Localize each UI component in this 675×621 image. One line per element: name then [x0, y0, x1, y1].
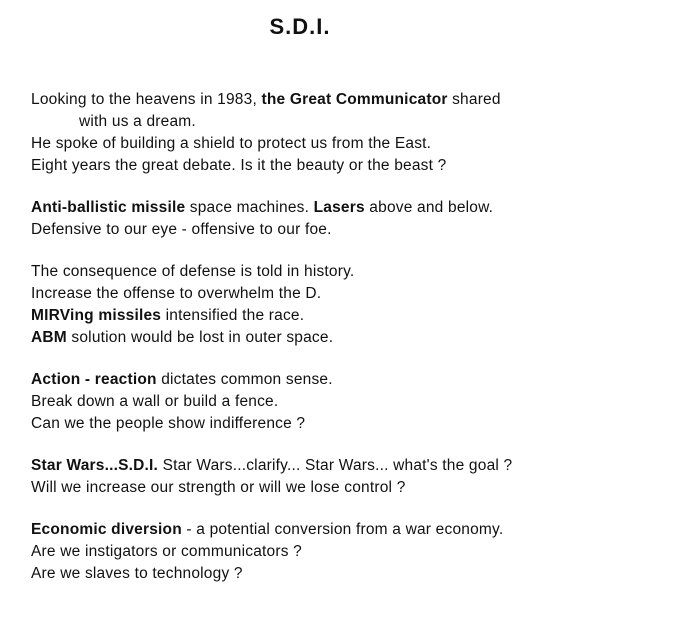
stanza-1-line-2: with us a dream. [79, 113, 196, 130]
line-text: Star Wars...clarify... Star Wars... what's the goal ? [158, 457, 513, 474]
line-text: solution would be lost in outer space. [66, 329, 334, 346]
bold-phrase: Economic diversion [31, 521, 182, 538]
stanza-4-line-1 [31, 369, 651, 391]
line-text: space machines. [185, 199, 314, 216]
stanza-5-line-2: Will we increase our strength or will we lose control ? [31, 479, 406, 496]
stanza-2 [31, 197, 651, 241]
stanza-4-line-3: Can we the people show indifference ? [31, 415, 306, 432]
bold-phrase: the Great Communicator [261, 91, 448, 108]
poem-title: S.D.I. [269, 14, 331, 39]
stanza-6-line-1 [31, 519, 651, 541]
line-text: dictates common sense. [156, 371, 333, 388]
bold-phrase: Anti-ballistic missile [31, 199, 186, 216]
stanza-6 [31, 519, 651, 585]
line-text: Looking to the heavens in 1983, [31, 91, 262, 108]
stanza-3-line-2: Increase the offense to overwhelm the D. [31, 285, 322, 302]
bold-phrase: Action - reaction [31, 371, 157, 388]
stanza-1-line-4: Eight years the great debate. Is it the beauty or the beast ? [31, 157, 447, 174]
stanza-6-line-3: Are we slaves to technology ? [31, 565, 243, 582]
line-text: shared [447, 91, 501, 108]
stanza-3-line-1: The consequence of defense is told in history. [31, 263, 355, 280]
stanza-1-line-3: He spoke of building a shield to protect us from the East. [31, 135, 432, 152]
stanza-5 [31, 455, 651, 499]
stanza-2-line-1 [31, 197, 651, 219]
line-text: intensified the race. [161, 307, 305, 324]
stanza-1-line-1 [31, 89, 651, 111]
bold-phrase: ABM [31, 329, 67, 346]
stanza-4-line-2: Break down a wall or build a fence. [31, 393, 279, 410]
stanza-3-line-3 [31, 305, 651, 327]
stanza-2-line-2: Defensive to our eye - offensive to our foe. [31, 221, 332, 238]
stanza-4 [31, 369, 651, 435]
stanza-1 [31, 89, 651, 177]
bold-phrase: Star Wars...S.D.I. [31, 457, 159, 474]
line-text: - a potential conversion from a war economy. [181, 521, 504, 538]
stanza-5-line-1 [31, 455, 651, 477]
stanza-3-line-4 [31, 327, 651, 349]
bold-phrase: Lasers [313, 199, 365, 216]
line-text: above and below. [364, 199, 494, 216]
stanza-6-line-2: Are we instigators or communicators ? [31, 543, 302, 560]
bold-phrase: MIRVing missiles [31, 307, 162, 324]
stanza-3 [31, 261, 651, 349]
poem-body [31, 89, 651, 605]
